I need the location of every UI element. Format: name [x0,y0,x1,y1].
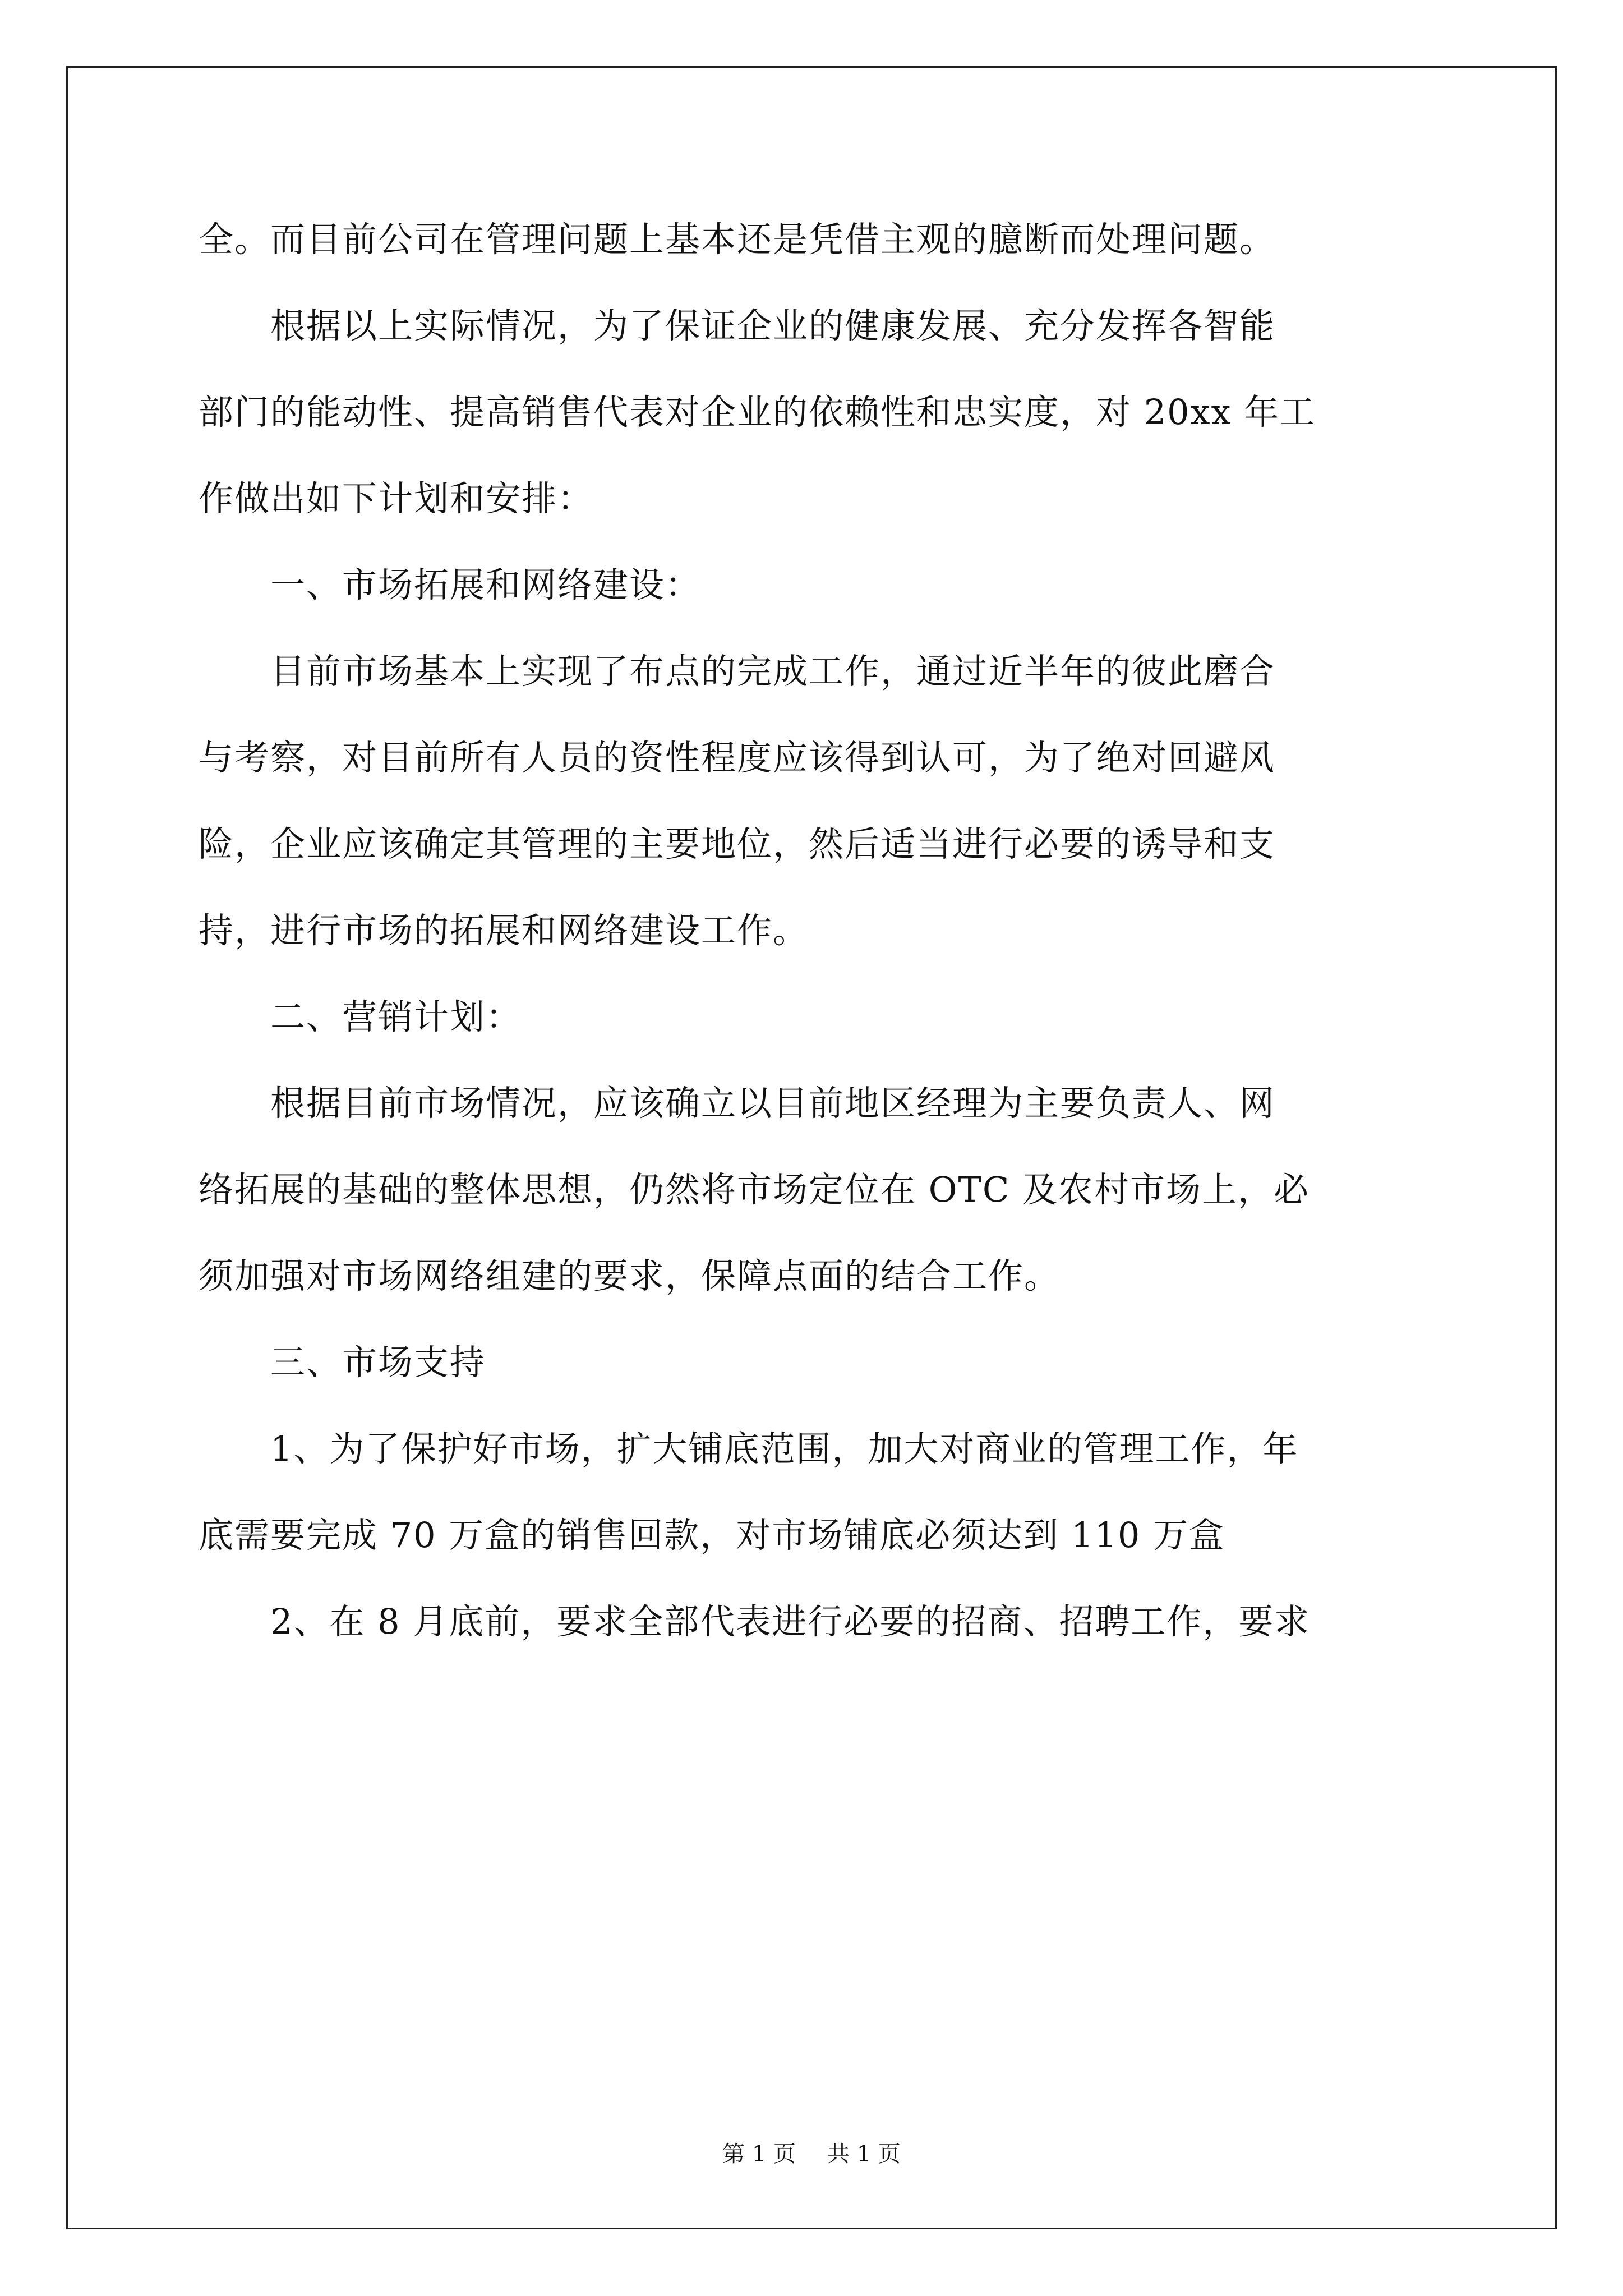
text-line: 持，进行市场的拓展和网络建设工作。 [199,910,809,951]
document-body [199,196,1438,1665]
text-line: 1、为了保护好市场，扩大铺底范围，加大对商业的管理工作，年 [199,1428,1299,1469]
text-line: 与考察，对目前所有人员的资性程度应该得到认可，为了绝对回避风 [199,737,1276,778]
text-line: 根据目前市场情况，应该确立以目前地区经理为主要负责人、网 [199,1083,1276,1124]
text-line: 作做出如下计划和安排： [199,478,594,519]
text-line: 目前市场基本上实现了布点的完成工作，通过近半年的彼此磨合 [199,651,1276,692]
section-heading: 三、市场支持 [199,1342,486,1383]
section-heading: 二、营销计划： [199,996,522,1037]
text-line: 部门的能动性、提高销售代表对企业的依赖性和忠实度，对 20xx 年工 [199,392,1316,432]
text-line: 络拓展的基础的整体思想，仍然将市场定位在 OTC 及农村市场上，必 [199,1169,1310,1210]
text-line: 全。而目前公司在管理问题上基本还是凭借主观的臆断而处理问题。 [199,219,1276,260]
text-line: 根据以上实际情况，为了保证企业的健康发展、充分发挥各智能 [199,305,1276,346]
text-line: 底需要完成 70 万盒的销售回款，对市场铺底必须达到 110 万盒 [199,1515,1225,1556]
page-footer [0,2137,1623,2171]
page-total: 共 1 页 [827,2141,901,2167]
page-number: 第 1 页 [722,2141,796,2167]
text-line: 2、在 8 月底前，要求全部代表进行必要的招商、招聘工作，要求 [199,1601,1311,1642]
text-line: 须加强对市场网络组建的要求，保障点面的结合工作。 [199,1255,1061,1296]
section-heading: 一、市场拓展和网络建设： [199,564,702,605]
text-line: 险，企业应该确定其管理的主要地位，然后适当进行必要的诱导和支 [199,823,1276,864]
